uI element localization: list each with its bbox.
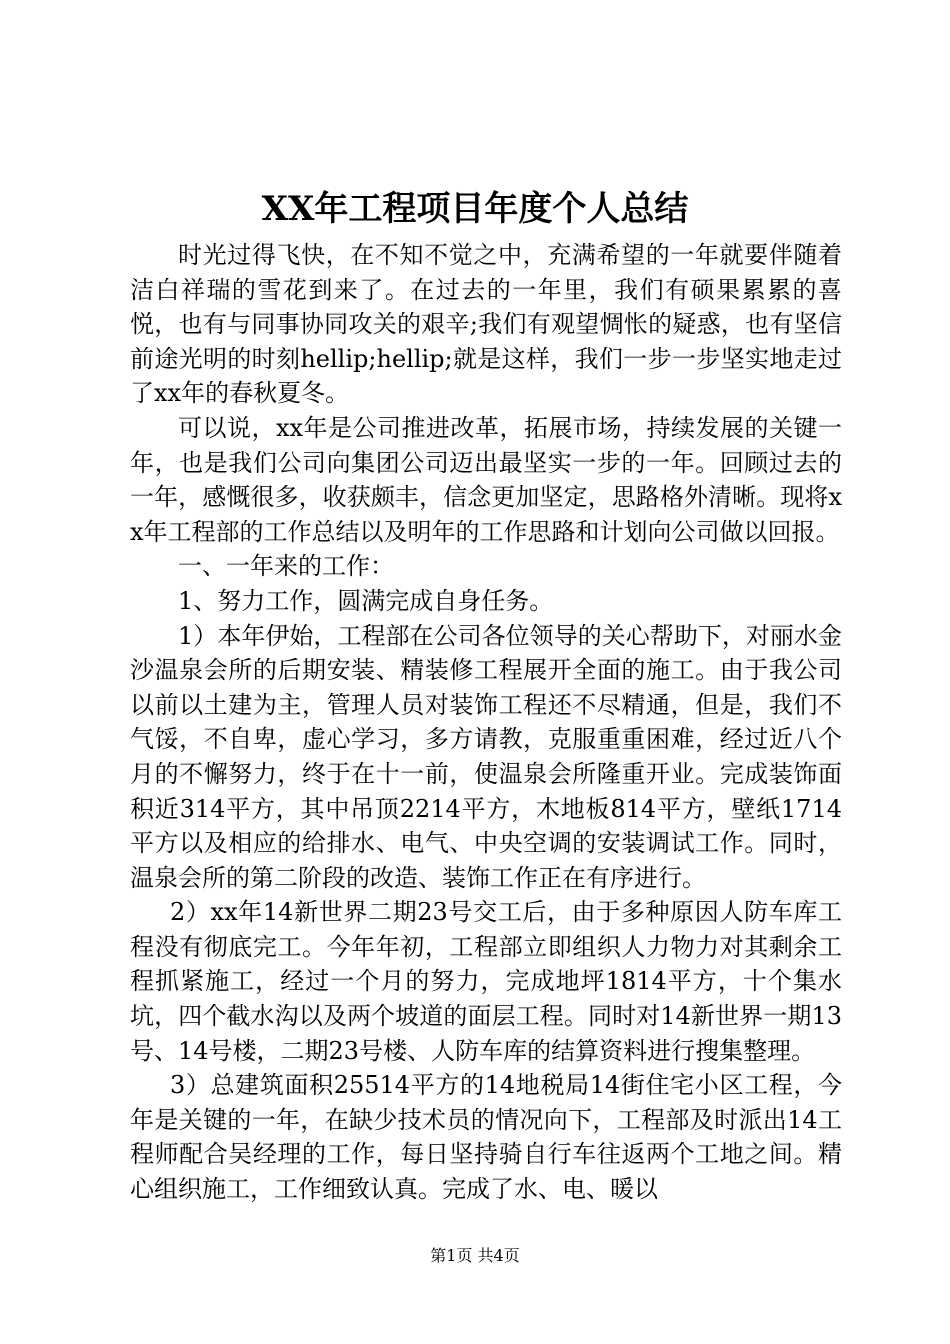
- section-heading-work: 一、一年来的工作：: [178, 552, 394, 581]
- subsection-heading-tasks: 1、努力工作，圆满完成自身任务。: [178, 586, 554, 615]
- paragraph-intro: 时光过得飞快，在不知不觉之中，充满希望的一年就要伴随着洁白祥瑞的雪花到来了。在过去的一年里，我们有硕果累累的喜悦，也有与同事协同攻关的艰辛;我们有观望惆怅的疑惑，也有坚信前途光明的时刻hellip;hellip;就是这样，我们一步一步坚实地走过了xx年的春秋夏冬。: [130, 241, 842, 408]
- paragraph-overview: 可以说，xx年是公司推进改革，拓展市场，持续发展的关键一年，也是我们公司向集团公司迈出最坚实一步的一年。回顾过去的一年，感慨很多，收获颇丰，信念更加坚定，思路格外清晰。现将xx年工程部的工作总结以及明年的工作思路和计划向公司做以回报。: [130, 413, 842, 546]
- document-title: XX年工程项目年度个人总结: [261, 189, 689, 229]
- paragraph-item-3: 3）总建筑面积25514平方的14地税局14街住宅小区工程，今年是关键的一年，在缺少技术员的情况向下，工程部及时派出14工程师配合吴经理的工作，每日坚持骑自行车往返两个工地之间。精心组织施工，工作细致认真。完成了水、电、暖以: [130, 1071, 842, 1204]
- paragraph-item-2: 2）xx年14新世界二期23号交工后，由于多种原因人防车库工程没有彻底完工。今年年初，工程部立即组织人力物力对其剩余工程抓紧施工，经过一个月的努力，完成地坪1814平方，十个集水坑，四个截水沟以及两个坡道的面层工程。同时对14新世界一期13号、14号楼，二期23号楼、人防车库的结算资料进行搜集整理。: [130, 898, 842, 1065]
- document-body: [130, 238, 842, 1207]
- page-footer: 第1页 共4页: [430, 1246, 520, 1265]
- paragraph-item-1: 1）本年伊始，工程部在公司各位领导的关心帮助下，对丽水金沙温泉会所的后期安装、精装修工程展开全面的施工。由于我公司以前以土建为主，管理人员对装饰工程还不尽精通，但是，我们不气馁，不自卑，虚心学习，多方请教，克服重重困难，经过近八个月的不懈努力，终于在十一前，使温泉会所隆重开业。完成装饰面积近314平方，其中吊顶2214平方，木地板814平方，壁纸1714平方以及相应的给排水、电气、中央空调的安装调试工作。同时，温泉会所的第二阶段的改造、装饰工作正在有序进行。: [130, 621, 842, 892]
